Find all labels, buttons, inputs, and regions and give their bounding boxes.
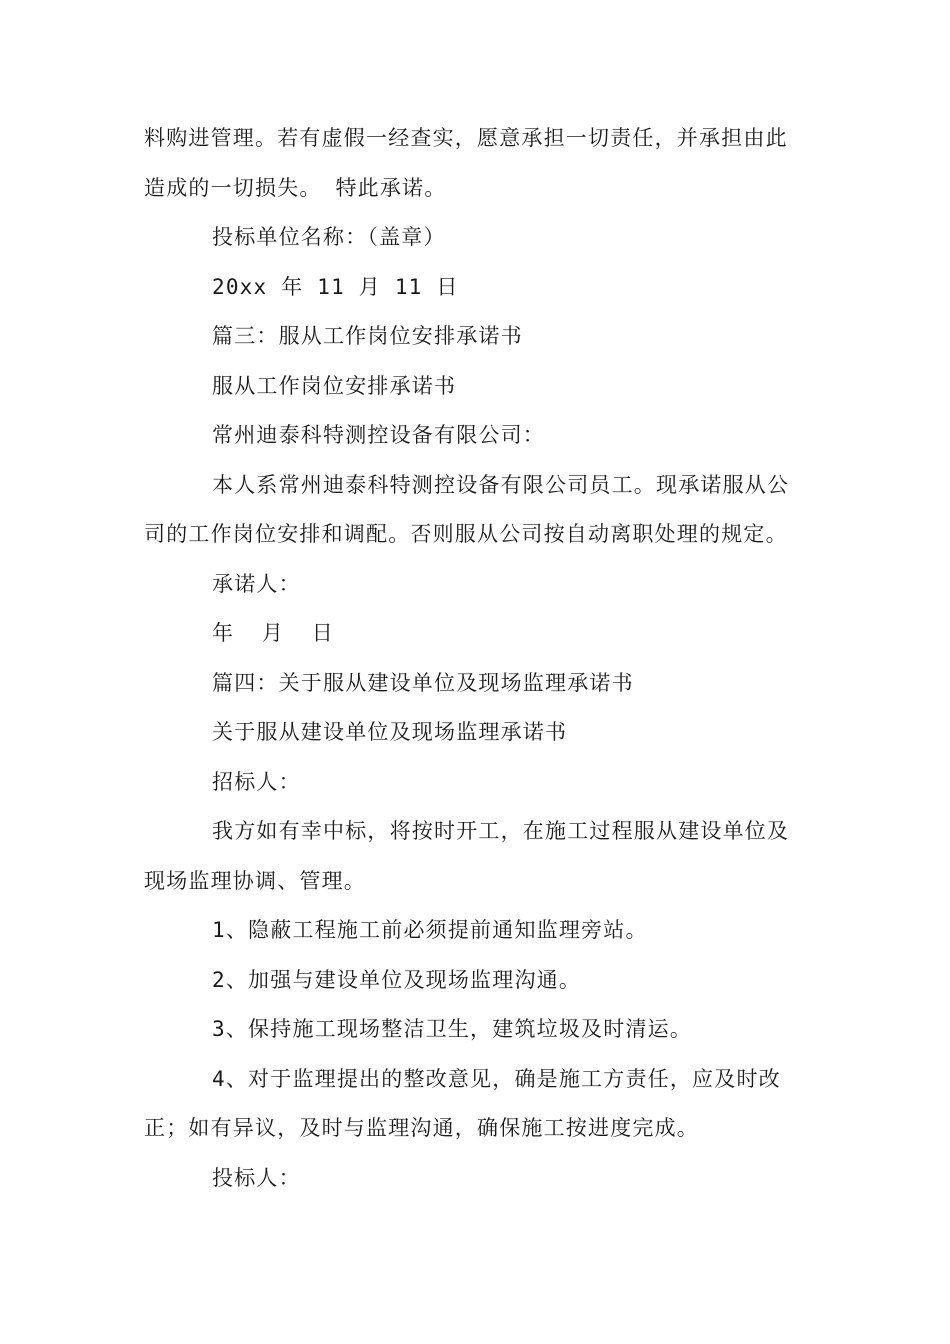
- letter-title-4: 关于服从建设单位及现场监理承诺书: [212, 720, 568, 744]
- list-item: 2、加强与建设单位及现场监理沟通。: [212, 967, 582, 992]
- date-line: 20xx 年 11 月 11 日: [212, 274, 459, 299]
- bidder-seal-line: 投标单位名称：（盖章）: [212, 225, 446, 249]
- letter-title-3: 服从工作岗位安排承诺书: [212, 373, 457, 398]
- list-item: 1、隐蔽工程施工前必须提前通知监理旁站。: [212, 918, 648, 942]
- bidder-line: 投标人：: [212, 1165, 301, 1190]
- signatory-line: 承诺人：: [212, 571, 301, 596]
- tenderee-line: 招标人：: [212, 769, 301, 794]
- list-item: 3、保持施工现场整洁卫生，建筑垃圾及时清运。: [212, 1017, 693, 1041]
- list-item: 4、对于监理提出的整改意见，确是施工方责任，应及时改正；如有异议，及时与监理沟通，确保施工按进度完成。: [144, 1066, 781, 1140]
- body-paragraph: 本人系常州迪泰科特测控设备有限公司员工。现承诺服从公司的工作岗位安排和调配。否则服从公司按自动离职处理的规定。: [144, 472, 790, 546]
- date-blank-line: 年 月 日: [212, 621, 334, 645]
- section-heading-3: 篇三：服从工作岗位安排承诺书: [212, 324, 523, 348]
- addressee-line: 常州迪泰科特测控设备有限公司：: [212, 423, 545, 447]
- section-heading-4: 篇四：关于服从建设单位及现场监理承诺书: [212, 670, 634, 695]
- body-paragraph: 我方如有幸中标，将按时开工，在施工过程服从建设单位及现场监理协调、管理。: [144, 819, 790, 893]
- paragraph-continuation: 料购进管理。若有虚假一经查实，愿意承担一切责任，并承担由此造成的一切损失。 特此承诺。: [144, 126, 788, 200]
